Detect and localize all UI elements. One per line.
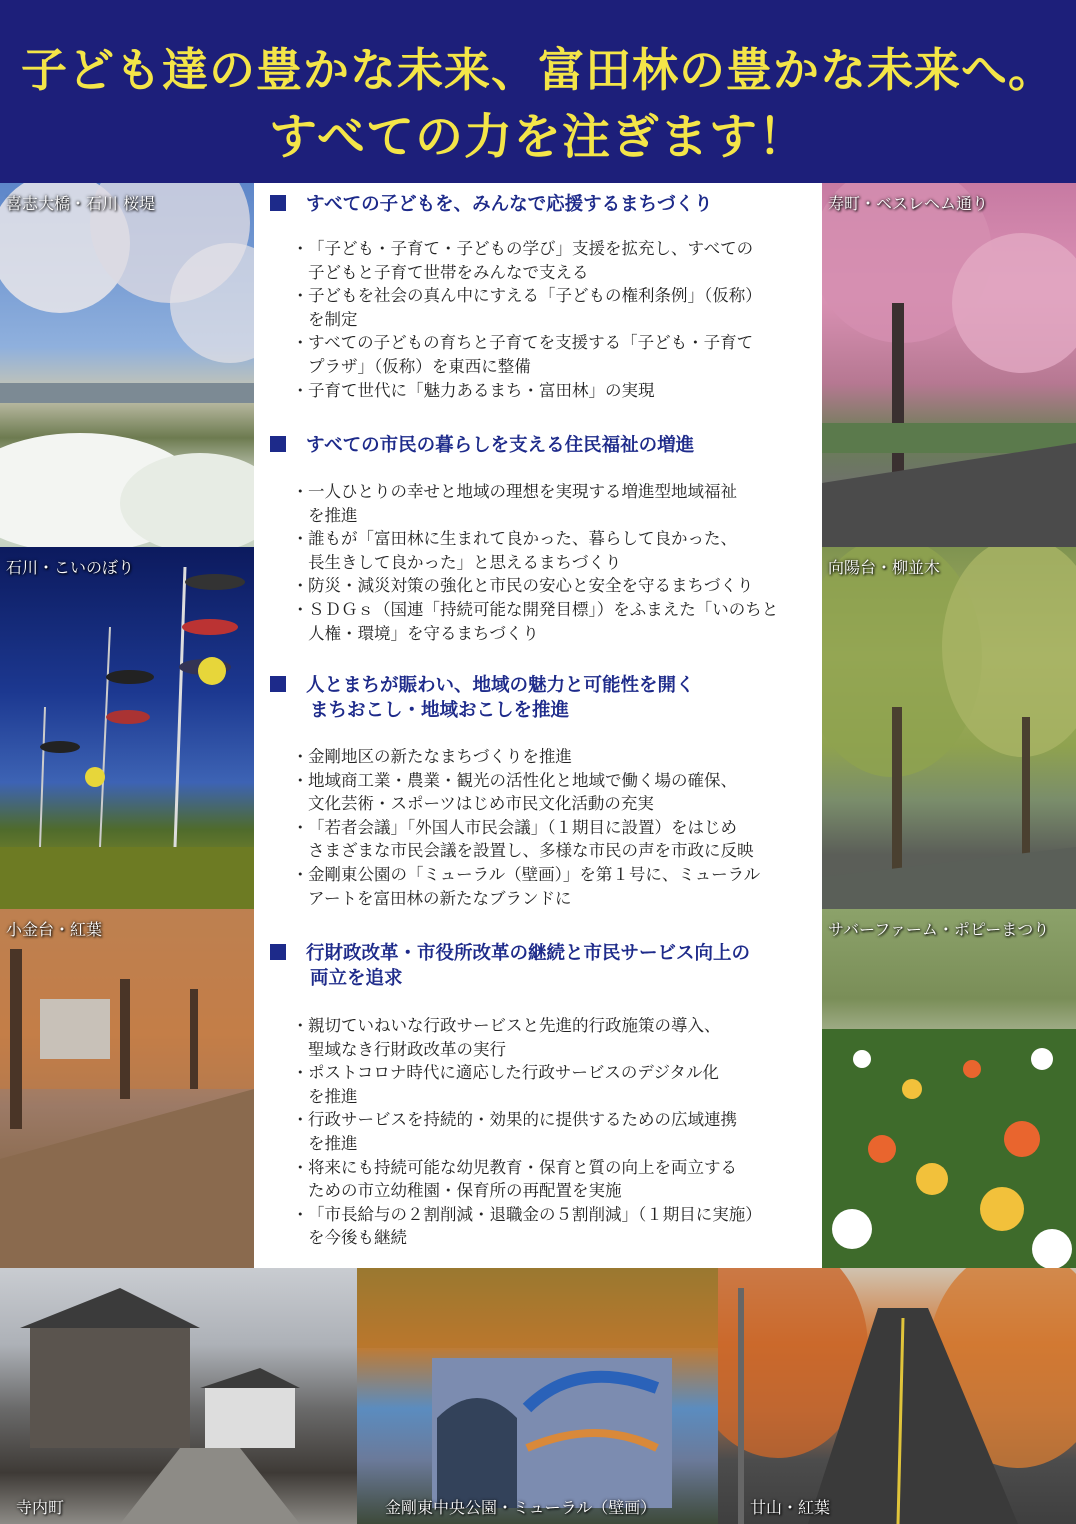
- photo-koganedai-autumn: [0, 909, 254, 1268]
- section-heading: すべての市民の暮らしを支える住民福祉の増進: [270, 433, 694, 458]
- list-item: ・ 親切ていねいな行政サービスと先進的行政施策の導入、 聖域なき行財政改革の実行: [292, 1016, 721, 1059]
- list-item: ・ 誰もが「富田林に生まれて良かった、暮らして良かった、 長生きして良かった」と思えるまちづくり: [292, 529, 737, 572]
- square-bullet-icon: [270, 436, 286, 452]
- section-heading: すべての子どもを、みんなで応援するまちづくり: [270, 192, 712, 217]
- header-banner: [0, 0, 1076, 183]
- photo-kotobuki-bethlehem: [822, 183, 1076, 547]
- section-items: [292, 480, 817, 645]
- list-item: ・ すべての子どもの育ちと子育てを支援する「子ども・子育て プラザ」（仮称）を東西に整備: [292, 333, 754, 376]
- autumn-trees-illustration: [0, 909, 254, 1268]
- headline-line-2: すべての力を注ぎます！: [268, 109, 808, 165]
- list-item: ・ 「若者会議」「外国人市民会議」（１期目に設置）をはじめ さまざまな市民会議を設置し、多様な市民の声を市政に反映: [292, 817, 754, 861]
- willow-tree-illustration: [822, 547, 1076, 909]
- list-item: ・ 一人ひとりの幸せと地域の理想を実現する増進型地域福祉 を推進: [292, 482, 737, 525]
- photo-tsuzuyama-autumn: [718, 1268, 1076, 1524]
- section-items: [292, 745, 817, 910]
- list-item: ・ 将来にも持続可能な幼児教育・保育と質の向上を両立する ための市立幼稚園・保育所の再配置を実施: [292, 1157, 737, 1201]
- photo-caption: サバーファーム・ポピーまつり: [828, 920, 1050, 939]
- poppy-field-illustration: [822, 909, 1076, 1268]
- photo-caption: 金剛東中央公園・ミューラル（壁画）: [385, 1498, 657, 1517]
- photo-caption: 廿山・紅葉: [750, 1498, 831, 1517]
- section-heading: 行財政改革・市役所改革の継続と市民サービス向上の 両立を追求: [270, 941, 750, 991]
- list-item: ・ ポストコロナ時代に適応した行政サービスのデジタル化 を推進: [292, 1063, 719, 1106]
- dogwood-tree-illustration: [822, 183, 1076, 547]
- section-heading: 人とまちが賑わい、地域の魅力と可能性を開く まちおこし・地域おこしを推進: [270, 673, 695, 723]
- list-item: ・ 子どもを社会の真ん中にすえる「子どもの権利条例」（仮称） を制定: [292, 286, 762, 329]
- photo-kishi-bridge: [0, 183, 254, 547]
- section-items: [292, 237, 817, 402]
- photo-kongo-mural: [357, 1268, 718, 1524]
- list-item: ・ 地域商工業・農業・観光の活性化と地域で働く場の確保、 文化芸術・スポーツはじめ市民文化活動の充実: [292, 770, 737, 814]
- photo-caption: 喜志大橋・石川 桜堤: [6, 194, 156, 213]
- square-bullet-icon: [270, 676, 286, 692]
- square-bullet-icon: [270, 195, 286, 211]
- list-item: ・ 金剛東公園の「ミューラル（壁画）」を第１号に、ミューラル アートを富田林の新たなブランドに: [292, 864, 761, 908]
- list-item: ・ 子育て世代に「魅力あるまち・富田林」の実現: [292, 380, 655, 400]
- photo-caption: 石川・こいのぼり: [6, 558, 135, 577]
- photo-saber-farm-poppy: [822, 909, 1076, 1268]
- cherry-blossom-illustration: [0, 183, 254, 547]
- headline-line-1: 子ども達の豊かな未来、富田林の豊かな未来へ。: [21, 43, 1055, 97]
- photo-caption: 寿町・ベスレヘム通り: [828, 194, 989, 213]
- carp-streamer-illustration: [0, 547, 254, 909]
- list-item: ・ ＳＤＧｓ（国連「持続可能な開発目標」）をふまえた「いのちと 人権・環境」を守るまちづくり: [292, 599, 779, 643]
- list-item: ・ 行政サービスを持続的・効果的に提供するための広域連携 を推進: [292, 1110, 737, 1153]
- section-items: [292, 1014, 817, 1250]
- photo-caption: 寺内町: [16, 1498, 65, 1517]
- list-item: ・ 「子ども・子育て・子どもの学び」支援を拡充し、すべての 子どもと子育て世帯をみんなで支える: [292, 239, 754, 282]
- photo-jinaimachi: [0, 1268, 357, 1524]
- old-townhouse-illustration: [0, 1268, 357, 1524]
- policy-panel: [254, 183, 822, 1268]
- photo-koyodai-willows: [822, 547, 1076, 909]
- autumn-road-illustration: [718, 1268, 1076, 1524]
- list-item: ・ 「市長給与の２割削減・退職金の５割削減」（１期目に実施） を今後も継続: [292, 1204, 762, 1248]
- list-item: ・ 金剛地区の新たなまちづくりを推進: [292, 747, 572, 766]
- photo-caption: 小金台・紅葉: [6, 920, 103, 939]
- mural-wall-illustration: [357, 1268, 718, 1524]
- square-bullet-icon: [270, 944, 286, 960]
- list-item: ・ 防災・減災対策の強化と市民の安心と安全を守るまちづくり: [292, 576, 754, 596]
- photo-koinobori: [0, 547, 254, 909]
- photo-caption: 向陽台・柳並木: [828, 558, 941, 577]
